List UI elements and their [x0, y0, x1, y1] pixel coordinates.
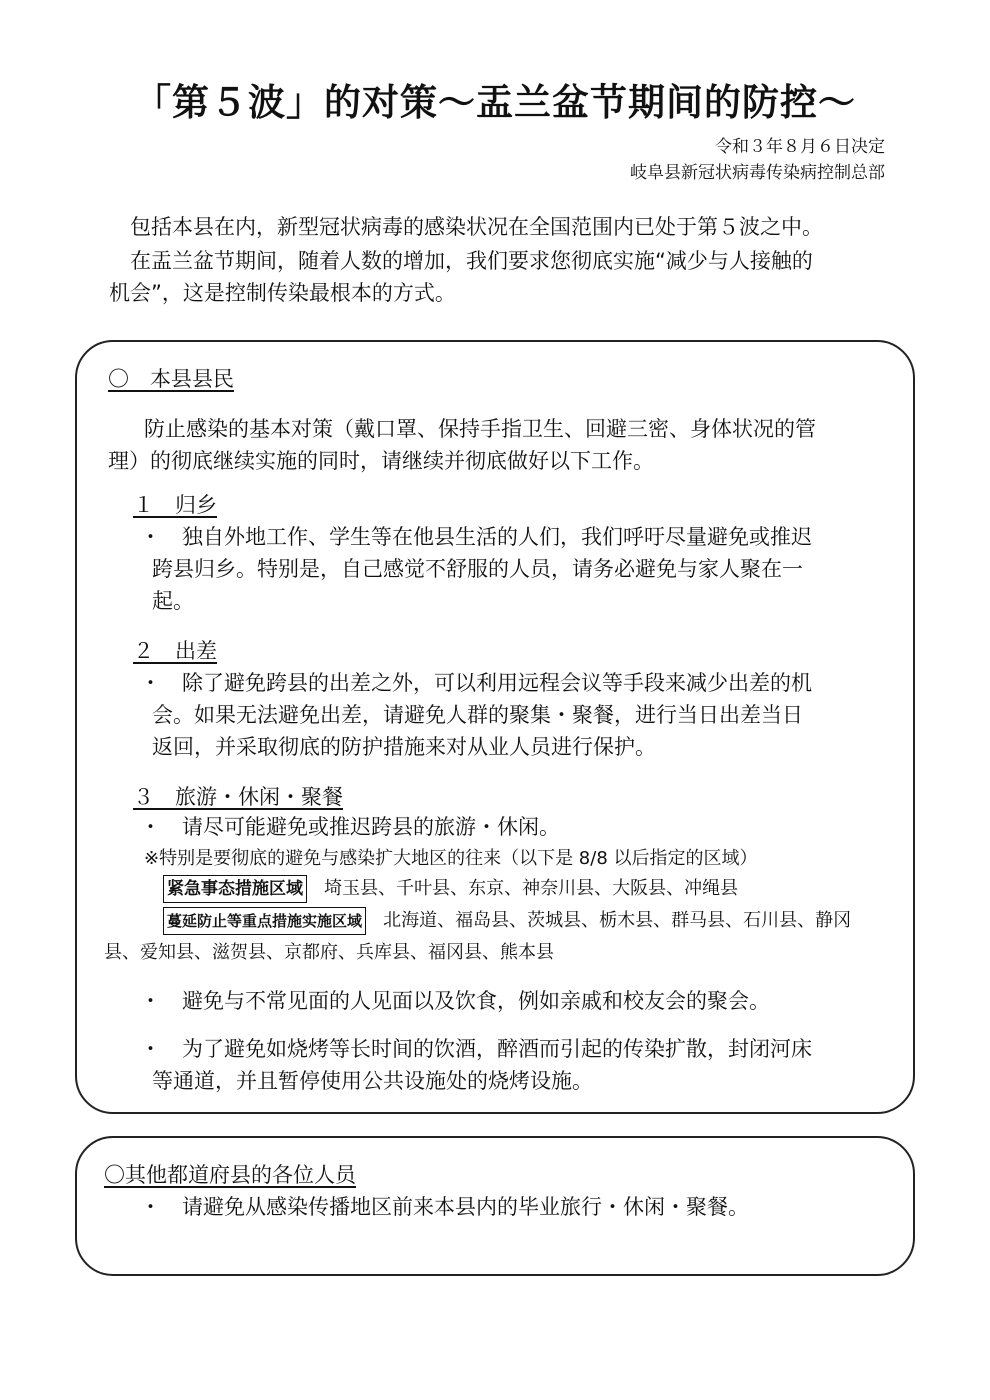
section-homecoming-title: １ 归乡	[133, 493, 217, 517]
decision-date: 令和３年８月６日决定	[715, 137, 885, 157]
section-business-trip-title: ２ 出差	[133, 639, 217, 663]
residents-lead-2: 理）的彻底继续实施的同时，请继续并彻底做好以下工作。	[108, 449, 654, 473]
business-trip-line-3: 返回，并采取彻底的防护措施来对从业人员进行保护。	[152, 735, 656, 759]
priority-measures-tag: 蔓延防止等重点措施实施区域	[163, 907, 366, 935]
section-travel-title: ３ 旅游・休闲・聚餐	[133, 785, 343, 809]
business-trip-line-2: 会。如果无法避免出差，请避免人群的聚集・聚餐，进行当日出差当日	[152, 703, 803, 727]
intro-line-1: 包括本县在内，新型冠状病毒的感染状况在全国范围内已处于第５波之中。	[130, 215, 823, 239]
travel-bullet-relatives: ・ 避免与不常见面的人见面以及饮食，例如亲戚和校友会的聚会。	[140, 989, 770, 1013]
issuing-organization: 岐阜县新冠状病毒传染病控制总部	[630, 163, 885, 183]
homecoming-line-3: 起。	[152, 589, 194, 613]
page-title: 「第５波」的对策〜盂兰盆节期间的防控〜	[134, 81, 856, 124]
business-trip-line-1: ・ 除了避免跨县的出差之外，可以利用远程会议等手段来减少出差的机	[140, 671, 812, 695]
residents-heading: 〇 本县县民	[108, 367, 234, 391]
travel-line-1: ・ 请尽可能避免或推迟跨县的旅游・休闲。	[140, 815, 560, 839]
priority-areas-cont: 县、爱知县、滋贺县、京都府、兵库县、福冈县、熊本县	[104, 942, 554, 963]
homecoming-line-1: ・ 独自外地工作、学生等在他县生活的人们，我们呼吁尽量避免或推迟	[140, 525, 812, 549]
travel-bullet-bbq-2: 等通道，并且暂停使用公共设施处的烧烤设施。	[152, 1069, 593, 1093]
intro-line-3: 机会”，这是控制传染最根本的方式。	[109, 281, 456, 305]
homecoming-line-2: 跨县归乡。特别是，自己感觉不舒服的人员，请务必避免与家人聚在一	[152, 557, 803, 581]
emergency-measures-tag: 紧急事态措施区域	[163, 875, 307, 903]
other-prefectures-heading: 〇其他都道府县的各位人员	[104, 1163, 356, 1187]
residents-lead-1: 防止感染的基本对策（戴口罩、保持手指卫生、回避三密、身体状况的管	[144, 417, 816, 441]
priority-area-row	[163, 906, 851, 936]
travel-note: ※特别是要彻底的避免与感染扩大地区的往来（以下是 8/8 以后指定的区域）	[144, 848, 758, 869]
priority-areas: 北海道、福岛县、茨城县、栃木县、群马县、石川县、静冈	[383, 910, 852, 931]
emergency-area-row	[163, 874, 738, 904]
emergency-areas: 埼玉县、千叶县、东京、神奈川县、大阪县、冲绳县	[324, 878, 739, 899]
other-prefectures-line: ・ 请避免从感染传播地区前来本县内的毕业旅行・休闲・聚餐。	[140, 1195, 749, 1219]
travel-bullet-bbq-1: ・ 为了避免如烧烤等长时间的饮酒，醉酒而引起的传染扩散，封闭河床	[140, 1037, 812, 1061]
intro-line-2: 在盂兰盆节期间，随着人数的增加，我们要求您彻底实施“减少与人接触的	[130, 249, 813, 273]
